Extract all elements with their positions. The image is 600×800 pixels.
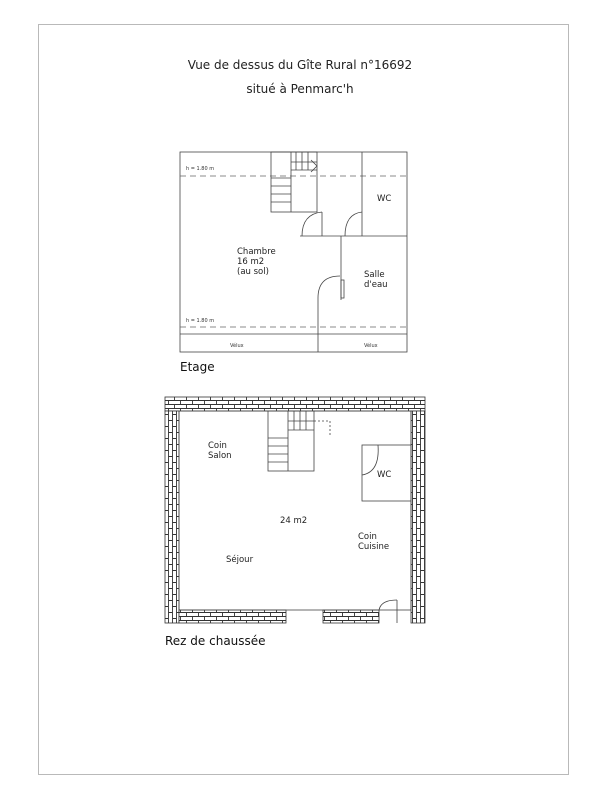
- rdc-plan: [165, 397, 425, 623]
- coin-salon-label-1: Coin: [208, 441, 227, 451]
- etage-stair-box: [271, 152, 317, 212]
- salle-label-2: d'eau: [364, 280, 388, 290]
- entrance-door-arc: [379, 600, 397, 610]
- rdc-wc-door-arc: [362, 445, 378, 475]
- velux-right-label: Vélux: [364, 343, 378, 349]
- etage-height-bottom: h = 1.80 m: [186, 318, 215, 324]
- etage-height-top: h = 1.80 m: [186, 166, 215, 172]
- rdc-title: Rez de chaussée: [165, 634, 266, 648]
- chambre-label-2: 16 m2: [237, 257, 265, 267]
- coin-cuisine-label-1: Coin: [358, 532, 377, 542]
- title-line-1: Vue de dessus du Gîte Rural n°16692: [187, 58, 413, 72]
- salle-label-1: Salle: [364, 270, 385, 280]
- etage-door-arc: [302, 212, 322, 236]
- sejour-label: Séjour: [226, 555, 254, 565]
- coin-salon-label-2: Salon: [208, 451, 232, 461]
- etage-wc-label: WC: [377, 194, 392, 204]
- title-line-2: situé à Penmarc'h: [246, 82, 354, 96]
- velux-left-label: Vélux: [230, 343, 244, 349]
- salle-door-arc: [318, 276, 340, 298]
- chambre-label-3: (au sol): [237, 267, 269, 277]
- coin-cuisine-label-2: Cuisine: [358, 542, 390, 552]
- area-label: 24 m2: [280, 516, 308, 526]
- etage-title: Etage: [180, 360, 215, 374]
- rdc-wc-label: WC: [377, 470, 392, 480]
- chambre-label-1: Chambre: [237, 247, 276, 257]
- etage-wc-door-arc: [345, 212, 362, 236]
